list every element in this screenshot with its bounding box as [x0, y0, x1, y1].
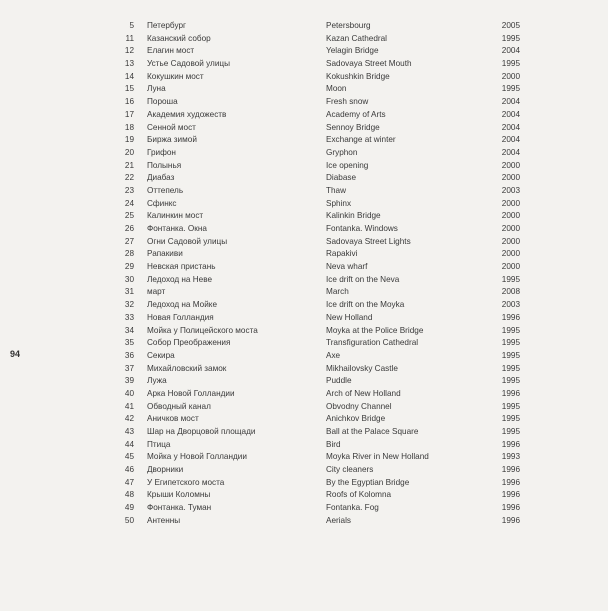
row-number: 23: [124, 185, 134, 195]
title-english: Bird: [326, 439, 341, 449]
title-english: Kazan Cathedral: [326, 33, 387, 43]
year: 1995: [501, 33, 520, 43]
title-russian: Диабаз: [147, 173, 175, 183]
row-number: 41: [124, 401, 134, 411]
table-row: [0, 147, 608, 160]
title-english: Ice opening: [326, 160, 369, 170]
table-row: [0, 261, 608, 274]
row-number: 13: [124, 59, 134, 69]
table-row: [0, 20, 608, 33]
year: 1996: [501, 477, 520, 487]
table-row: [0, 388, 608, 401]
title-english: Ice drift on the Neva: [326, 274, 400, 284]
title-russian: Новая Голландия: [147, 312, 214, 322]
works-index-table: [0, 20, 608, 528]
row-number: 40: [124, 388, 134, 398]
title-english: Fontanka. Fog: [326, 503, 379, 513]
table-row: [0, 489, 608, 502]
table-row: [0, 312, 608, 325]
title-russian: Оттепель: [147, 185, 184, 195]
table-row: [0, 375, 608, 388]
row-number: 27: [124, 236, 134, 246]
row-number: 39: [124, 376, 134, 386]
table-row: [0, 325, 608, 338]
table-row: [0, 413, 608, 426]
year: 1995: [501, 427, 520, 436]
row-number: 20: [124, 147, 134, 157]
row-number: 49: [124, 503, 134, 513]
title-english: Sphinx: [326, 198, 352, 208]
title-russian: Шар на Дворцовой площади: [147, 427, 256, 436]
year: 1995: [501, 274, 520, 284]
title-russian: Кокушкин мост: [147, 71, 204, 81]
title-russian: Фонтанка. Окна: [147, 224, 207, 233]
title-english: Moyka River in New Holland: [326, 452, 429, 462]
title-english: Roofs of Kolomna: [326, 490, 392, 500]
title-russian: Мойка у Новой Голландии: [147, 452, 247, 462]
table-row: [0, 58, 608, 71]
title-russian: Луна: [147, 84, 166, 94]
table-row: [0, 426, 608, 439]
row-number: 45: [124, 452, 134, 462]
row-number: 5: [129, 21, 134, 30]
table-row: [0, 439, 608, 452]
title-russian: Мойка у Полицейского моста: [147, 325, 258, 335]
year: 1995: [501, 84, 520, 94]
title-russian: март: [147, 287, 166, 297]
title-russian: Устье Садовой улицы: [147, 59, 230, 69]
year: 1996: [501, 490, 520, 500]
title-english: Diabase: [326, 173, 357, 183]
title-english: Mikhailovsky Castle: [326, 363, 398, 373]
table-row: [0, 45, 608, 58]
year: 1995: [501, 401, 520, 411]
title-english: Arch of New Holland: [326, 388, 401, 398]
title-english: Kokushkin Bridge: [326, 71, 390, 81]
page-number: 94: [10, 349, 21, 359]
table-row: [0, 515, 608, 528]
title-russian: Аничков мост: [147, 414, 199, 424]
row-number: 30: [124, 274, 134, 284]
year: 1995: [501, 414, 520, 424]
row-number: 11: [125, 33, 134, 43]
table-row: [0, 464, 608, 477]
year: 2004: [501, 147, 520, 157]
row-number: 43: [124, 427, 134, 436]
year: 1996: [501, 515, 520, 525]
title-russian: Биржа зимой: [147, 135, 197, 145]
title-russian: Казанский собор: [147, 33, 211, 43]
year: 1996: [501, 465, 520, 475]
table-row: [0, 236, 608, 249]
title-russian: Собор Преображения: [147, 338, 231, 348]
row-number: 48: [124, 490, 134, 500]
title-english: Puddle: [326, 376, 352, 386]
title-russian: Михайловский замок: [147, 363, 227, 373]
title-english: Aerials: [326, 515, 352, 525]
year: 1995: [501, 59, 520, 69]
row-number: 46: [124, 465, 134, 475]
table-row: [0, 71, 608, 84]
row-number: 47: [124, 477, 134, 487]
title-english: Fresh snow: [326, 97, 369, 107]
year: 1996: [501, 388, 520, 398]
row-number: 26: [124, 224, 134, 233]
title-russian: Сенной мост: [147, 122, 196, 132]
row-number: 29: [124, 262, 134, 272]
table-row: [0, 122, 608, 135]
table-row: [0, 299, 608, 312]
year: 2004: [501, 122, 520, 132]
table-row: [0, 223, 608, 236]
title-russian: Невская пристань: [147, 262, 216, 272]
row-number: 19: [124, 135, 134, 145]
table-row: [0, 33, 608, 46]
title-english: New Holland: [326, 312, 373, 322]
year: 1995: [501, 376, 520, 386]
title-russian: Академия художеств: [147, 109, 227, 119]
row-number: 35: [124, 338, 134, 348]
title-russian: Сфинкс: [147, 198, 177, 208]
title-english: Axe: [326, 350, 341, 360]
row-number: 16: [124, 97, 134, 107]
title-russian: Дворники: [147, 465, 184, 475]
row-number: 18: [124, 122, 134, 132]
title-english: Kalinkin Bridge: [326, 211, 381, 221]
year: 2004: [501, 97, 520, 107]
title-english: Rapakivi: [326, 249, 358, 259]
table-row: [0, 83, 608, 96]
title-russian: Петербург: [147, 21, 186, 30]
year: 2008: [501, 287, 520, 297]
row-number: 50: [124, 515, 134, 525]
year: 2003: [501, 300, 520, 310]
year: 2000: [501, 262, 520, 272]
year: 2004: [501, 46, 520, 56]
title-russian: Крыши Коломны: [147, 490, 211, 500]
title-english: Thaw: [326, 185, 347, 195]
title-russian: Лужа: [147, 376, 167, 386]
table-row: [0, 109, 608, 122]
title-russian: Арка Новой Голландии: [147, 388, 235, 398]
title-english: March: [326, 287, 349, 297]
row-number: 37: [124, 363, 134, 373]
year: 1995: [501, 350, 520, 360]
table-row: [0, 274, 608, 287]
title-russian: Огни Садовой улицы: [147, 236, 228, 246]
title-english: Ice drift on the Moyka: [326, 300, 405, 310]
year: 1996: [501, 312, 520, 322]
title-russian: Фонтанка. Туман: [147, 503, 212, 513]
title-english: Exchange at winter: [326, 135, 396, 145]
title-english: Sadovaya Street Lights: [326, 236, 411, 246]
row-number: 22: [124, 173, 134, 183]
year: 1995: [501, 338, 520, 348]
title-russian: Антенны: [147, 515, 181, 525]
title-english: Petersbourg: [326, 21, 371, 30]
title-english: Transfiguration Cathedral: [326, 338, 419, 348]
title-russian: Полынья: [147, 160, 182, 170]
title-english: Moon: [326, 84, 347, 94]
year: 2003: [501, 185, 520, 195]
year: 1995: [501, 325, 520, 335]
year: 2000: [501, 236, 520, 246]
row-number: 17: [124, 109, 134, 119]
row-number: 33: [124, 312, 134, 322]
table-row: [0, 96, 608, 109]
title-english: Obvodny Channel: [326, 401, 392, 411]
year: 2000: [501, 71, 520, 81]
title-english: Sennoy Bridge: [326, 122, 380, 132]
title-english: Sadovaya Street Mouth: [326, 59, 412, 69]
table-row: [0, 451, 608, 464]
title-russian: Елагин мост: [147, 46, 195, 56]
title-english: Gryphon: [326, 147, 358, 157]
row-number: 21: [124, 160, 134, 170]
table-row: [0, 350, 608, 363]
year: 1995: [501, 363, 520, 373]
year: 2000: [501, 198, 520, 208]
title-russian: Пороша: [147, 97, 178, 107]
title-russian: Грифон: [147, 147, 176, 157]
year: 2004: [501, 135, 520, 145]
year: 2000: [501, 160, 520, 170]
row-number: 36: [124, 350, 134, 360]
table-row: [0, 286, 608, 299]
table-row: [0, 134, 608, 147]
year: 2000: [501, 211, 520, 221]
table-row: [0, 337, 608, 350]
row-number: 14: [124, 71, 134, 81]
table-row: [0, 248, 608, 261]
title-english: By the Egyptian Bridge: [326, 477, 410, 487]
row-number: 15: [124, 84, 134, 94]
row-number: 44: [124, 439, 134, 449]
title-russian: Калинкин мост: [147, 211, 204, 221]
title-english: Fontanka. Windows: [326, 224, 398, 233]
table-row: [0, 401, 608, 414]
year: 1996: [501, 439, 520, 449]
row-number: 12: [124, 46, 134, 56]
row-number: 24: [124, 198, 134, 208]
title-russian: Ледоход на Мойке: [147, 300, 218, 310]
title-english: Moyka at the Police Bridge: [326, 325, 424, 335]
year: 2000: [501, 249, 520, 259]
year: 1993: [501, 452, 520, 462]
row-number: 25: [124, 211, 134, 221]
title-russian: Секира: [147, 350, 175, 360]
row-number: 32: [124, 300, 134, 310]
table-row: [0, 502, 608, 515]
row-number: 31: [124, 287, 134, 297]
title-english: City cleaners: [326, 465, 374, 475]
title-english: Anichkov Bridge: [326, 414, 386, 424]
title-english: Neva wharf: [326, 262, 368, 272]
year: 2005: [501, 21, 520, 30]
year: 2000: [501, 224, 520, 233]
title-russian: Рапакиви: [147, 249, 183, 259]
year: 2000: [501, 173, 520, 183]
table-row: [0, 477, 608, 490]
year: 1996: [501, 503, 520, 513]
table-row: [0, 363, 608, 376]
year: 2004: [501, 109, 520, 119]
row-number: 28: [124, 249, 134, 259]
title-english: Ball at the Palace Square: [326, 427, 419, 436]
table-row: [0, 185, 608, 198]
title-russian: Птица: [147, 439, 171, 449]
title-english: Yelagin Bridge: [326, 46, 379, 56]
row-number: 34: [124, 325, 134, 335]
title-english: Academy of Arts: [326, 109, 386, 119]
title-russian: Обводный канал: [147, 401, 211, 411]
title-russian: У Египетского моста: [147, 477, 225, 487]
table-row: [0, 210, 608, 223]
row-number: 42: [124, 414, 134, 424]
table-row: [0, 160, 608, 173]
title-russian: Ледоход на Неве: [147, 274, 213, 284]
table-row: [0, 198, 608, 211]
table-row: [0, 172, 608, 185]
